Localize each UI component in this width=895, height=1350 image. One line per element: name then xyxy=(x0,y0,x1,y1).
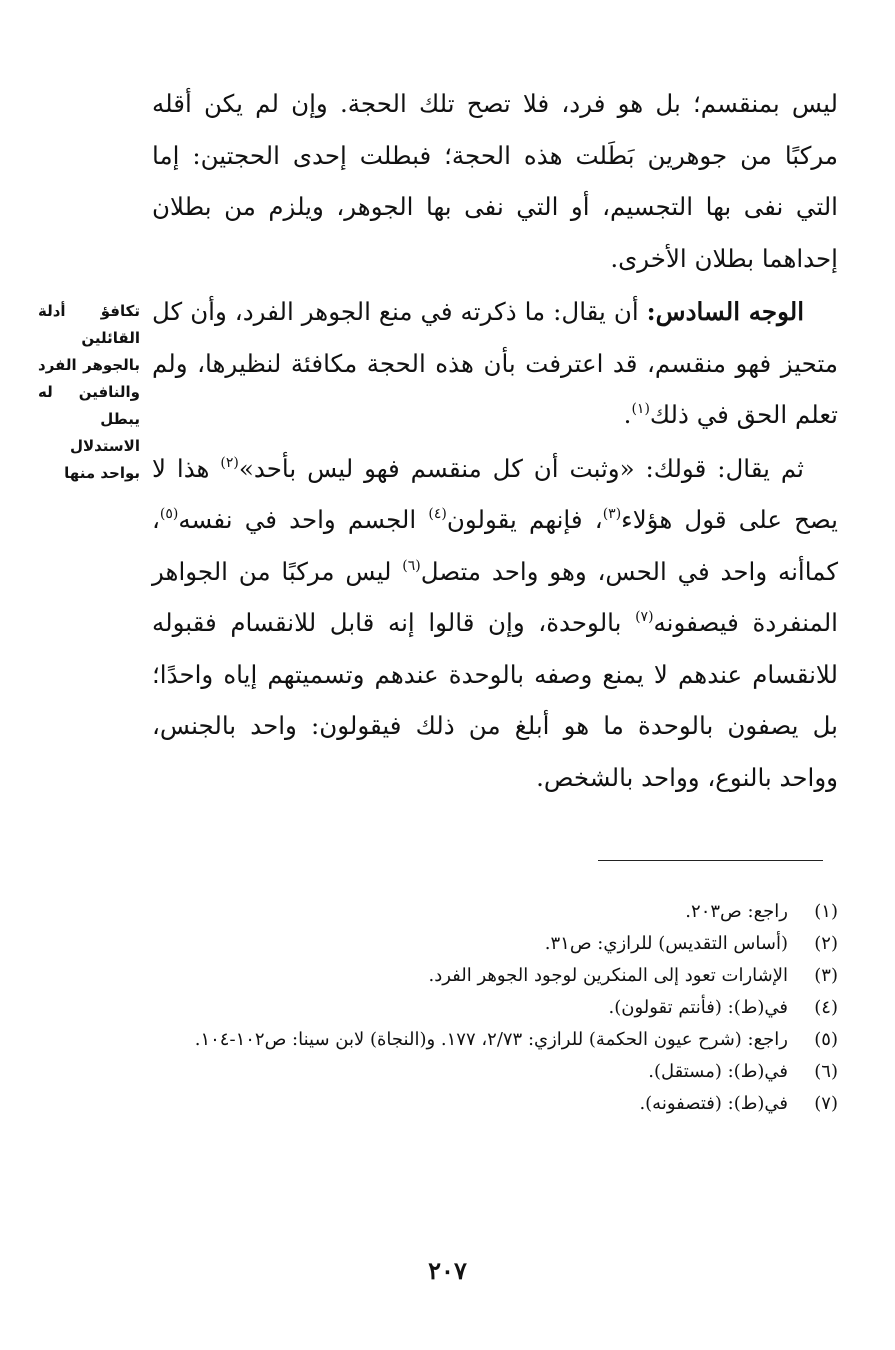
footnote-ref-1: (١) xyxy=(631,401,650,417)
footnote-ref-6: (٦) xyxy=(402,557,421,574)
footnote-number: (١) xyxy=(814,901,838,922)
page-number: ٢٠٧ xyxy=(428,1256,467,1285)
footnote-text: في(ط): (مستقل). xyxy=(648,1061,788,1082)
paragraph-3-text-d: الجسم واحد في نفسه xyxy=(178,505,429,534)
footnote-separator xyxy=(598,860,823,861)
footnote-number: (٧) xyxy=(814,1093,838,1114)
footnote-ref-4: (٤) xyxy=(428,506,447,522)
paragraph-3-text-g: بالوحدة، وإن قالوا إنه قابل للانقسام فقبوله للانقسام عندهم لا يمنع وصفه بالوحدة عندهم وتسميتهم إياه واحدًا؛ بل يصفون بالوحدة ما هو أبلغ من ذلك فيقولون: واحد بالجنس، وواحد بالنوع، وواحد بالشخص. xyxy=(152,608,838,792)
paragraph-3-text-e: ، كماأنه واحد في الحس، وهو واحد متصل xyxy=(152,505,839,586)
footnote-number: (٢) xyxy=(814,933,838,954)
footnote-number: (٤) xyxy=(814,997,838,1018)
paragraph-2-text: أن يقال: ما ذكرته في منع الجوهر الفرد، وأن كل متحيز فهو منقسم، قد اعترفت بأن هذه الحجة مكافئة لنظيرها، ولم تعلم الحق في ذلك xyxy=(152,297,838,429)
paragraph-3-text-b: هذا لا يصح على قول هؤلاء xyxy=(152,453,838,534)
paragraph-2 xyxy=(152,286,838,441)
footnote-text: في(ط): (فأنتم تقولون). xyxy=(608,997,788,1018)
footnotes xyxy=(150,896,838,1120)
paragraph-3-text-c: ، فإنهم يقولون xyxy=(446,505,603,534)
footnote-4 xyxy=(150,992,838,1024)
footnote-ref-5: (٥) xyxy=(159,506,179,522)
paragraph-3-text-a: ثم يقال: قولك: «وثبت أن كل منقسم فهو ليس بأحد» xyxy=(238,453,804,483)
footnote-ref-7: (٧) xyxy=(635,609,654,625)
footnote-ref-2: (٢) xyxy=(220,454,239,471)
main-text xyxy=(152,78,838,803)
footnote-number: (٥) xyxy=(814,1029,838,1050)
paragraph-1-text: ليس بمنقسم؛ بل هو فرد، فلا تصح تلك الحجة. وإن لم يكن أقله مركبًا من جوهرين بَطَلت هذه الحجة؛ فبطلت إحدى الحجتين: إما التي نفى بها التجسيم، أو التي نفى بها الجوهر، ويلزم من بطلان إحداهما بطلان الأخرى. xyxy=(152,89,838,273)
footnote-text: راجع: (شرح عيون الحكمة) للرازي: ٢/٧٣، ١٧٧. و(النجاة) لابن سينا: ص١٠٢-١٠٤. xyxy=(194,1029,788,1050)
footnote-ref-3: (٣) xyxy=(602,506,622,522)
footnote-5 xyxy=(150,1024,838,1056)
footnote-1 xyxy=(150,896,838,928)
footnote-text: (أساس التقديس) للرازي: ص٣١. xyxy=(544,933,788,954)
footnote-text: راجع: ص٢٠٣. xyxy=(685,901,788,922)
footnote-7 xyxy=(150,1088,838,1120)
footnote-6 xyxy=(150,1056,838,1088)
footnote-3 xyxy=(150,960,838,992)
paragraph-3-text-f: ليس مركبًا من الجواهر المنفردة فيصفونه xyxy=(152,556,838,637)
footnote-text: في(ط): (فتصفونه). xyxy=(639,1093,788,1114)
margin-note: تكافؤ أدلة القائلين بالجوهر الفرد والنافين له يبطل الاستدلال بواحد منها xyxy=(38,302,140,482)
footnote-2 xyxy=(150,928,838,960)
footnote-number: (٦) xyxy=(814,1061,838,1082)
footnote-number: (٣) xyxy=(814,965,838,986)
paragraph-1 xyxy=(152,78,838,284)
footnote-text: الإشارات تعود إلى المنكرين لوجود الجوهر الفرد. xyxy=(428,965,788,986)
paragraph-2-tail: . xyxy=(623,400,632,429)
section-heading: الوجه السادس: xyxy=(646,297,805,326)
paragraph-3 xyxy=(152,443,838,804)
